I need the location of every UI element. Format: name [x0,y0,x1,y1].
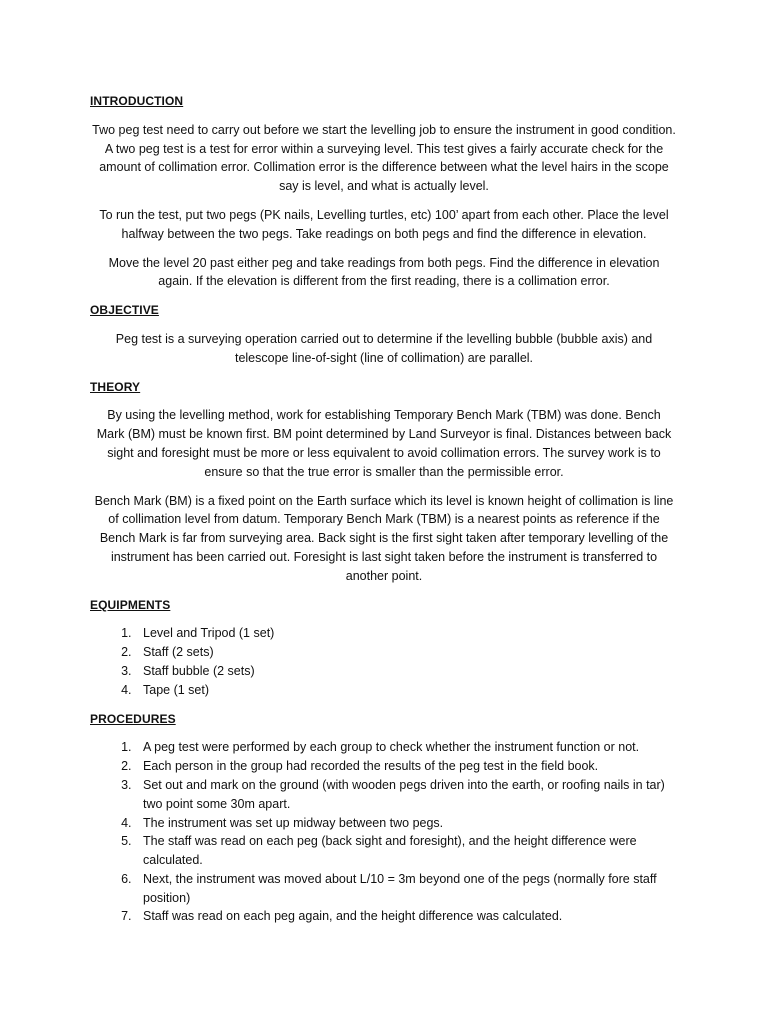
introduction-heading: INTRODUCTION [90,94,184,108]
introduction-paragraph-1: Two peg test need to carry out before we start the levelling job to ensure the instrument in good condition. A two peg test is a test for error within a surveying level. This test gives a fairly accurate check for the amount of collimation error. Collimation error is the difference between what the level hairs in the scope say is level, and what is actually level. [92,122,676,194]
theory-paragraph-1: By using the levelling method, work for establishing Temporary Bench Mark (TBM) was done. Bench Mark (BM) must be known first. BM point determined by Land Surveyor is final. Distances between back sight and foresight must be more or less equivalent to avoid collimation errors. The survey work is to ensure so that the true error is smaller than the permissible error. [96,408,672,479]
equipment-item: 3. Staff bubble (2 sets) [135,662,678,681]
procedure-item: 3. Set out and mark on the ground (with wooden pegs driven into the earth, or roofing nails in tar) two point some 30m apart. [135,776,678,814]
objective-heading: OBJECTIVE [90,303,159,318]
equipment-item: 2. Staff (2 sets) [135,643,678,662]
procedures-heading: PROCEDURES [90,711,176,726]
procedure-item: 5. The staff was read on each peg (back sight and foresight), and the height difference were calculated. [135,832,678,870]
procedure-item: 1. A peg test were performed by each group to check whether the instrument function or not. [135,738,678,757]
equipment-item: 1. Level and Tripod (1 set) [135,624,678,643]
equipments-heading: EQUIPMENTS [90,597,171,612]
introduction-paragraph-3: Move the level 20 past either peg and take readings from both pegs. Find the difference in elevation again. If the elevation is different from the first reading, there is a collimation error. [108,255,660,289]
procedure-item: 6. Next, the instrument was moved about L/10 = 3m beyond one of the pegs (normally fore staff position) [135,870,678,908]
introduction-paragraph-2: To run the test, put two pegs (PK nails, Levelling turtles, etc) 100’ apart from each other. Place the level halfway between the two pegs. Take readings on both pegs and find the difference in elevation. [99,207,669,241]
theory-paragraph-2: Bench Mark (BM) is a fixed point on the Earth surface which its level is known height of collimation is line of collimation level from datum. Temporary Bench Mark (TBM) is a nearest points as reference if the Bench Mark is far from surveying area. Back sight is the first sight taken after temporary levelling of the instrument has been carried out. Foresight is last sight taken before the instrument is transferred to another point. [94,493,674,583]
procedure-item: 7. Staff was read on each peg again, and the height difference was calculated. [135,907,678,926]
equipments-list [90,624,678,699]
procedure-item: 4. The instrument was set up midway between two pegs. [135,814,678,833]
theory-heading: THEORY [90,379,141,394]
procedure-item: 2. Each person in the group had recorded the results of the peg test in the field book. [135,757,678,776]
procedures-list [90,738,678,926]
equipment-item: 4. Tape (1 set) [135,681,678,700]
objective-paragraph-1: Peg test is a surveying operation carried out to determine if the levelling bubble (bubble axis) and telescope line-of-sight (line of collimation) are parallel. [115,331,653,365]
